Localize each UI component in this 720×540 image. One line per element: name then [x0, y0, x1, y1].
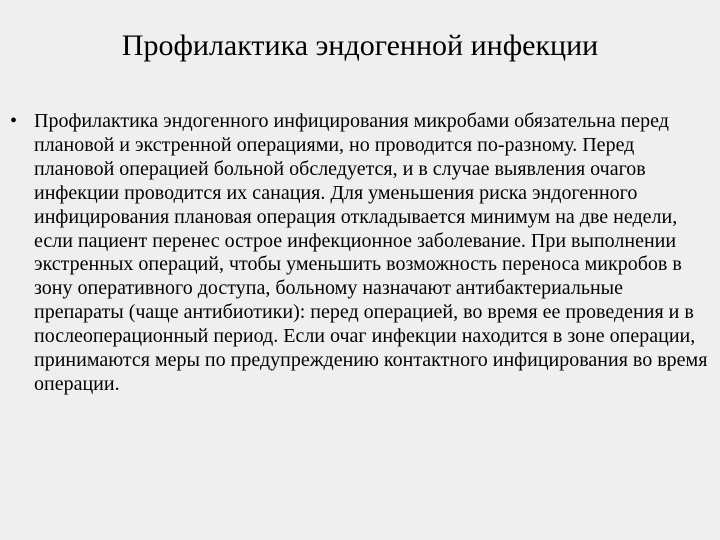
slide-title: Профилактика эндогенной инфекции [121, 29, 599, 62]
bullet-item [10, 110, 710, 397]
bullet-icon: • [10, 110, 18, 132]
slide-body [10, 110, 710, 397]
bullet-text: Профилактика эндогенного инфицирования микробами обязательна перед плановой и экстренной операциями, но проводится по-разному. Перед плановой операцией больной обследуется, и в случае выявления очагов инфекции проводится их санация. Для уменьшения риска эндогенного инфицирования плановая операция откладывается минимум на две недели, если пациент перенес острое инфекционное заболевание. При выполнении экстренных операций, чтобы уменьшить возможность переноса микробов в зону оперативного доступа, больному назначают антибактериальные препараты (чаще антибиотики): перед операцией, во время ее проведения и в послеоперационный период. Если очаг инфекции находится в зоне операции, принимаются меры по предупреждению контактного инфицирования во время операции. [34, 110, 708, 395]
